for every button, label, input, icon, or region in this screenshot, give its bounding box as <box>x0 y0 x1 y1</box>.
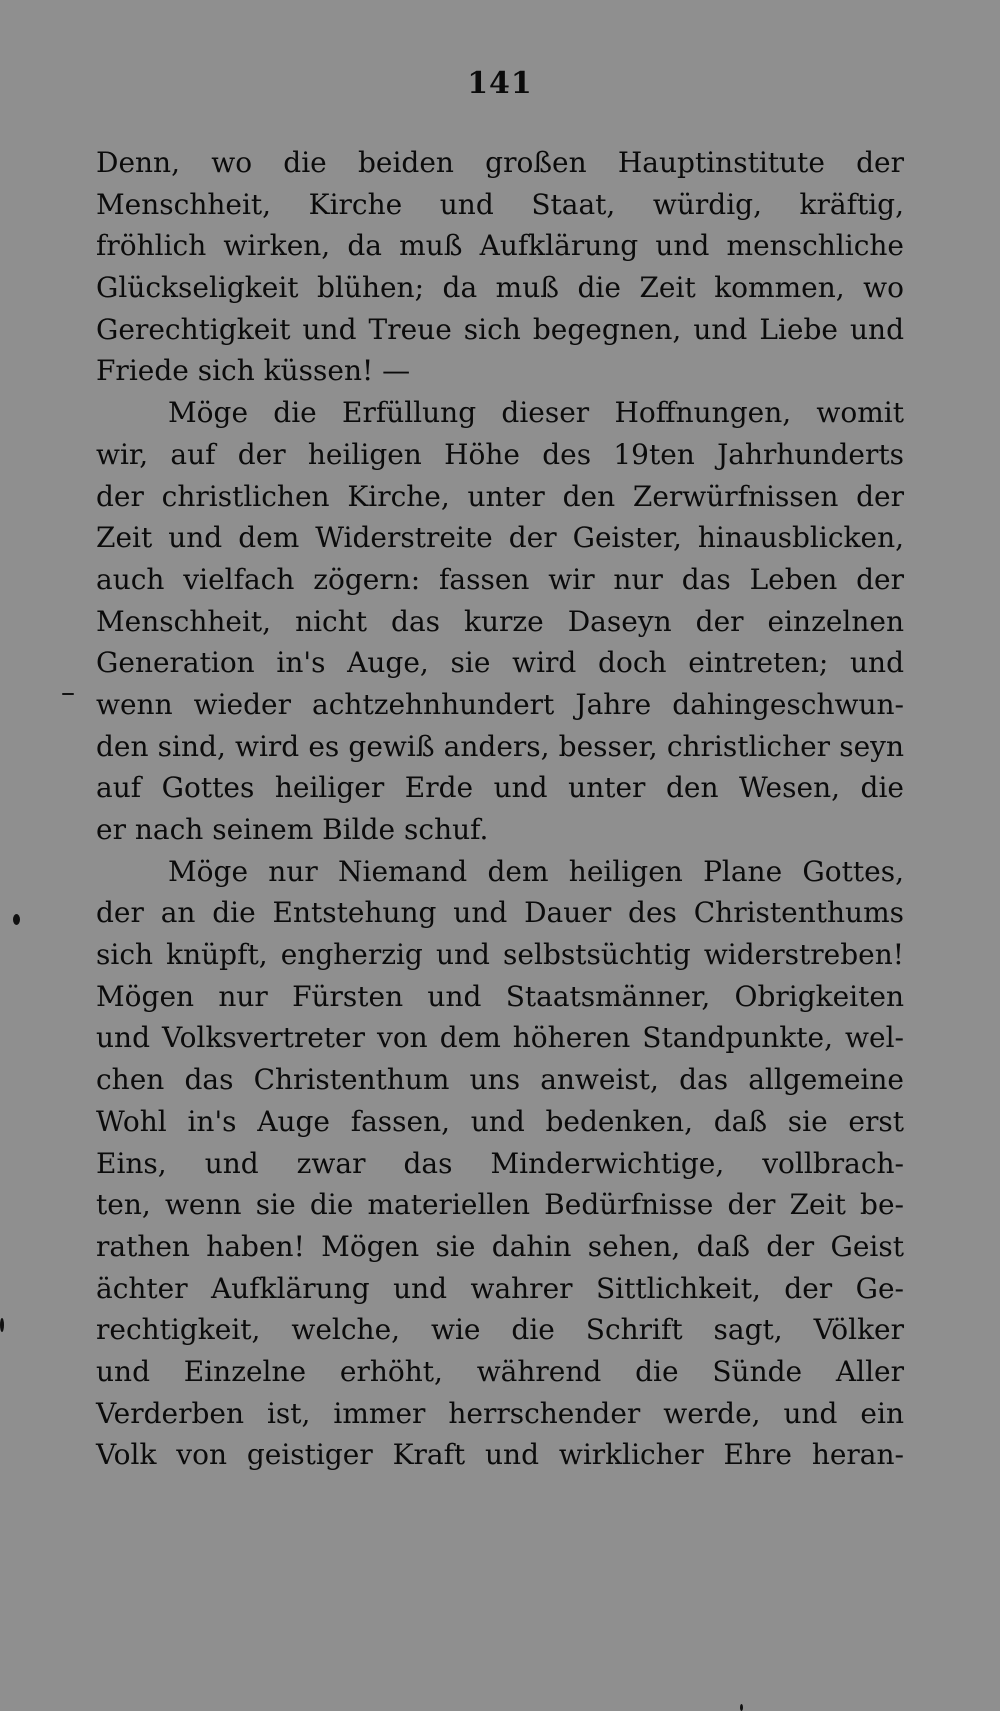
text-line: der an die Entstehung und Dauer des Christenthums <box>96 896 904 930</box>
page-number: 141 <box>467 66 533 101</box>
text-line: der christlichen Kirche, unter den Zerwürfnissen der <box>96 479 904 513</box>
text-line: Gerechtigkeit und Treue sich begegnen, und Liebe und <box>96 312 904 346</box>
text-line: Volk von geistiger Kraft und wirklicher Ehre heran- <box>96 1438 904 1472</box>
text-line: rechtigkeit, welche, wie die Schrift sagt, Völker <box>96 1313 904 1347</box>
scan-speck <box>740 1704 743 1711</box>
text-line: Möge die Erfüllung dieser Hoffnungen, womit <box>168 396 904 430</box>
text-line: ächter Aufklärung und wahrer Sittlichkeit, der Ge- <box>96 1271 904 1305</box>
text-line: sich knüpft, engherzig und selbstsüchtig widerstreben! <box>96 938 904 972</box>
body-text <box>96 142 904 1476</box>
scan-speck <box>62 693 74 695</box>
text-line: Eins, und zwar das Minderwichtige, vollbrach- <box>96 1146 904 1180</box>
scan-speck <box>13 914 20 925</box>
text-line: rathen haben! Mögen sie dahin sehen, daß der Geist <box>96 1229 904 1263</box>
text-line: er nach seinem Bilde schuf. <box>96 813 489 846</box>
text-line: den sind, wird es gewiß anders, besser, christlicher seyn <box>96 729 904 763</box>
text-line: Möge nur Niemand dem heiligen Plane Gottes, <box>168 854 904 888</box>
text-line: Menschheit, nicht das kurze Daseyn der einzelnen <box>96 604 904 638</box>
text-line: wenn wieder achtzehnhundert Jahre dahingeschwun- <box>96 687 904 721</box>
text-line: Menschheit, Kirche und Staat, würdig, kräftig, <box>96 187 904 221</box>
text-line: Verderben ist, immer herrschender werde, und ein <box>96 1396 904 1430</box>
text-line: auch vielfach zögern: fassen wir nur das Leben der <box>96 562 904 596</box>
text-line: und Einzelne erhöht, während die Sünde Aller <box>96 1354 904 1388</box>
text-line: Wohl in's Auge fassen, und bedenken, daß sie erst <box>96 1104 904 1138</box>
scan-speck <box>0 1318 4 1332</box>
text-line: wir, auf der heiligen Höhe des 19ten Jahrhunderts <box>96 437 904 471</box>
text-line: ten, wenn sie die materiellen Bedürfnisse der Zeit be- <box>96 1188 904 1222</box>
text-line: auf Gottes heiliger Erde und unter den Wesen, die <box>96 771 904 805</box>
text-line: Denn, wo die beiden großen Hauptinstitute der <box>96 146 904 179</box>
text-line: Glückseligkeit blühen; da muß die Zeit kommen, wo <box>96 271 904 305</box>
text-line: Friede sich küssen! — <box>96 354 411 388</box>
text-line: Mögen nur Fürsten und Staatsmänner, Obrigkeiten <box>96 979 904 1013</box>
text-line: Generation in's Auge, sie wird doch eintreten; und <box>96 646 904 680</box>
text-line: und Volksvertreter von dem höheren Standpunkte, wel- <box>96 1021 904 1055</box>
text-line: fröhlich wirken, da muß Aufklärung und menschliche <box>96 229 904 263</box>
text-line: Zeit und dem Widerstreite der Geister, hinausblicken, <box>96 521 904 555</box>
text-line: chen das Christenthum uns anweist, das allgemeine <box>96 1063 904 1097</box>
